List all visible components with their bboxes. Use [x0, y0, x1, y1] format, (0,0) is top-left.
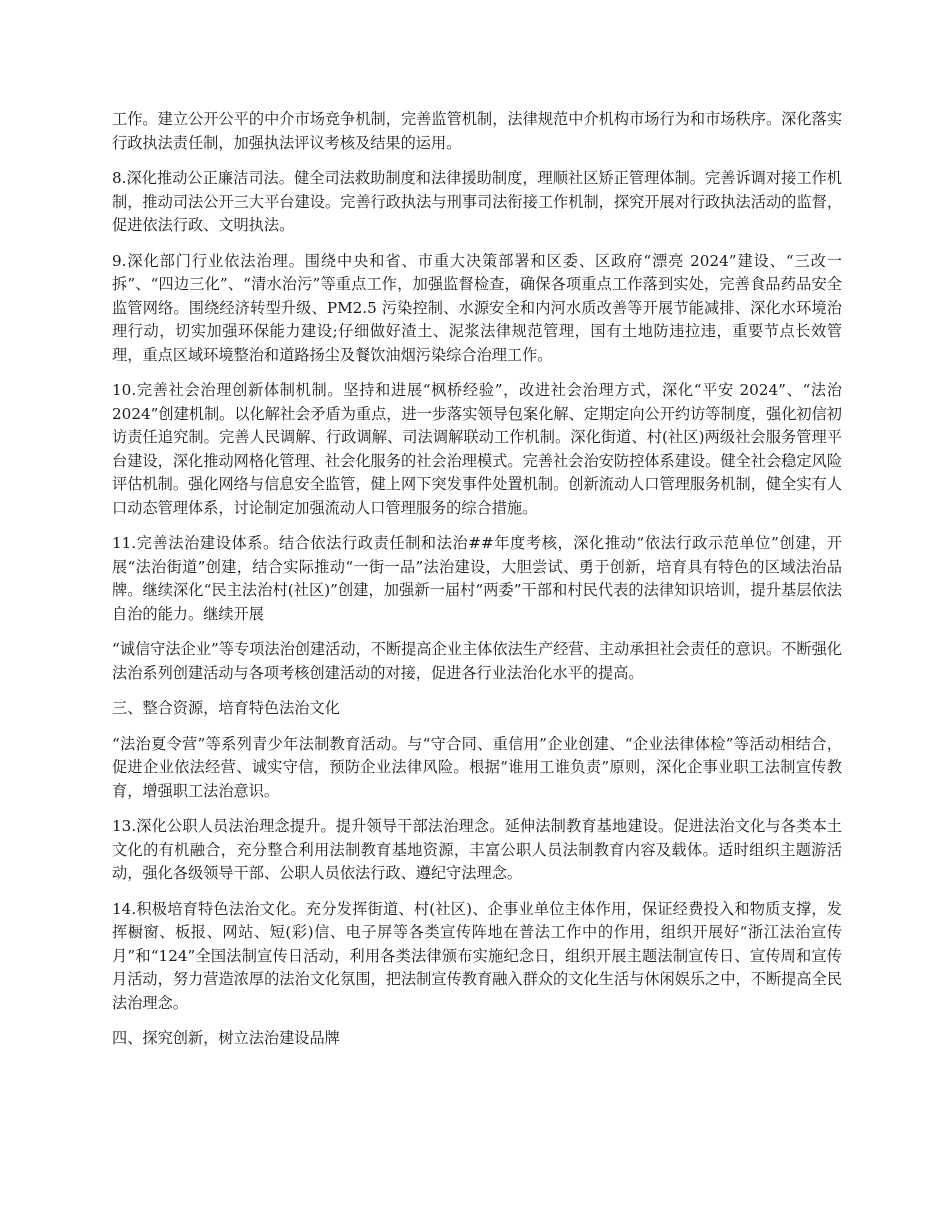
section-heading-3: 三、整合资源，培育特色法治文化 — [112, 699, 340, 717]
paragraph-item-8: 8.深化推动公正廉洁司法。健全司法救助制度和法律援助制度，理顺社区矫正管理体制。完善诉调对接工作机制，推动司法公开三大平台建设。完善行政执法与刑事司法衔接工作机制，探究开展对行政执法活动的监督，促进依法行政、文明执法。 — [112, 169, 842, 234]
paragraph-item-14: 14.积极培育特色法治文化。充分发挥街道、村(社区)、企事业单位主体作用，保证经费投入和物质支撑，发挥橱窗、板报、网站、短(彩)信、电子屏等各类宣传阵地在普法工作中的作用，组织开展好“浙江法治宣传月”和“124”全国法制宣传日活动，利用各类法律颁布实施纪念日，组织开展主题法制宣传日、宣传周和宣传月活动，努力营造浓厚的法治文化氛围，把法制宣传教育融入群众的文化生活与休闲娱乐之中，不断提高全民法治理念。 — [112, 899, 842, 1012]
paragraph-item-13: 13.深化公职人员法治理念提升。提升领导干部法治理念。延伸法制教育基地建设。促进法治文化与各类本土文化的有机融合，充分整合利用法制教育基地资源，丰富公职人员法制教育内容及载体。适时组织主题游活动，强化各级领导干部、公职人员依法行政、遵纪守法理念。 — [112, 817, 842, 882]
section-heading-4: 四、探究创新，树立法治建设品牌 — [112, 1029, 340, 1047]
paragraph-summer-camp: “法治夏令营”等系列青少年法制教育活动。与“守合同、重信用”企业创建、“企业法律体检”等活动相结合，促进企业依法经营、诚实守信，预防企业法律风险。根据“谁用工谁负责”原则，深化企事业职工法制宣传教育，增强职工法治意识。 — [112, 734, 842, 800]
paragraph-item-9: 9.深化部门行业依法治理。围绕中央和省、市重大决策部署和区委、区政府“漂亮 2024”建设、“三改一拆”、“四边三化”、“清水治污”等重点工作，加强监督检查，确保各项重点工作落到实处，完善食品药品安全监管网络。围绕经济转型升级、PM2.5 污染控制、水源安全和内河水质改善等开展节能减排、深化水环境治理行动，切实加强环保能力建设;仔细做好渣土、泥浆法律规范管理，国有土地防违拉违，重要节点长效管理，重点区域环境整治和道路扬尘及餐饮油烟污染综合治理工作。 — [112, 251, 842, 364]
paragraph-integrity-enterprise: “诚信守法企业”等专项法治创建活动，不断提高企业主体依法生产经营、主动承担社会责任的意识。不断强化法治系列创建活动与各项考核创建活动的对接，促进各行业法治化水平的提高。 — [112, 640, 842, 682]
paragraph-item-10: 10.完善社会治理创新体制机制。坚持和进展“枫桥经验”，改进社会治理方式，深化“平安 2024”、“法治 2024”创建机制。以化解社会矛盾为重点，进一步落实领导包案化解、定期定向公开约访等制度，强化初信初访责任追究制。完善人民调解、行政调解、司法调解联动工作机制。深化街道、村(社区)两级社会服务管理平台建设，深化推动网格化管理、社会化服务的社会治理模式。完善社会治安防控体系建设。健全社会稳定风险评估机制。强化网络与信息安全监管，健上网下突发事件处置机制。创新流动人口管理服务机制，健全实有人口动态管理体系，讨论制定加强流动人口管理服务的综合措施。 — [112, 381, 842, 517]
paragraph-intermediary-market: 工作。建立公开公平的中介市场竞争机制，完善监管机制，法律规范中介机构市场行为和市场秩序。深化落实行政执法责任制，加强执法评议考核及结果的运用。 — [112, 110, 842, 152]
document-body — [112, 108, 842, 1063]
paragraph-item-11: 11.完善法治建设体系。结合依法行政责任制和法治##年度考核，深化推动“依法行政示范单位”创建，开展“法治街道”创建，结合实际推动“一街一品”法治建设，大胆尝试、勇于创新，培育具有特色的区域法治品牌。继续深化“民主法治村(社区)”创建，加强新一届村“两委”干部和村民代表的法律知识培训，提升基层依法自治的能力。继续开展 — [112, 534, 842, 623]
